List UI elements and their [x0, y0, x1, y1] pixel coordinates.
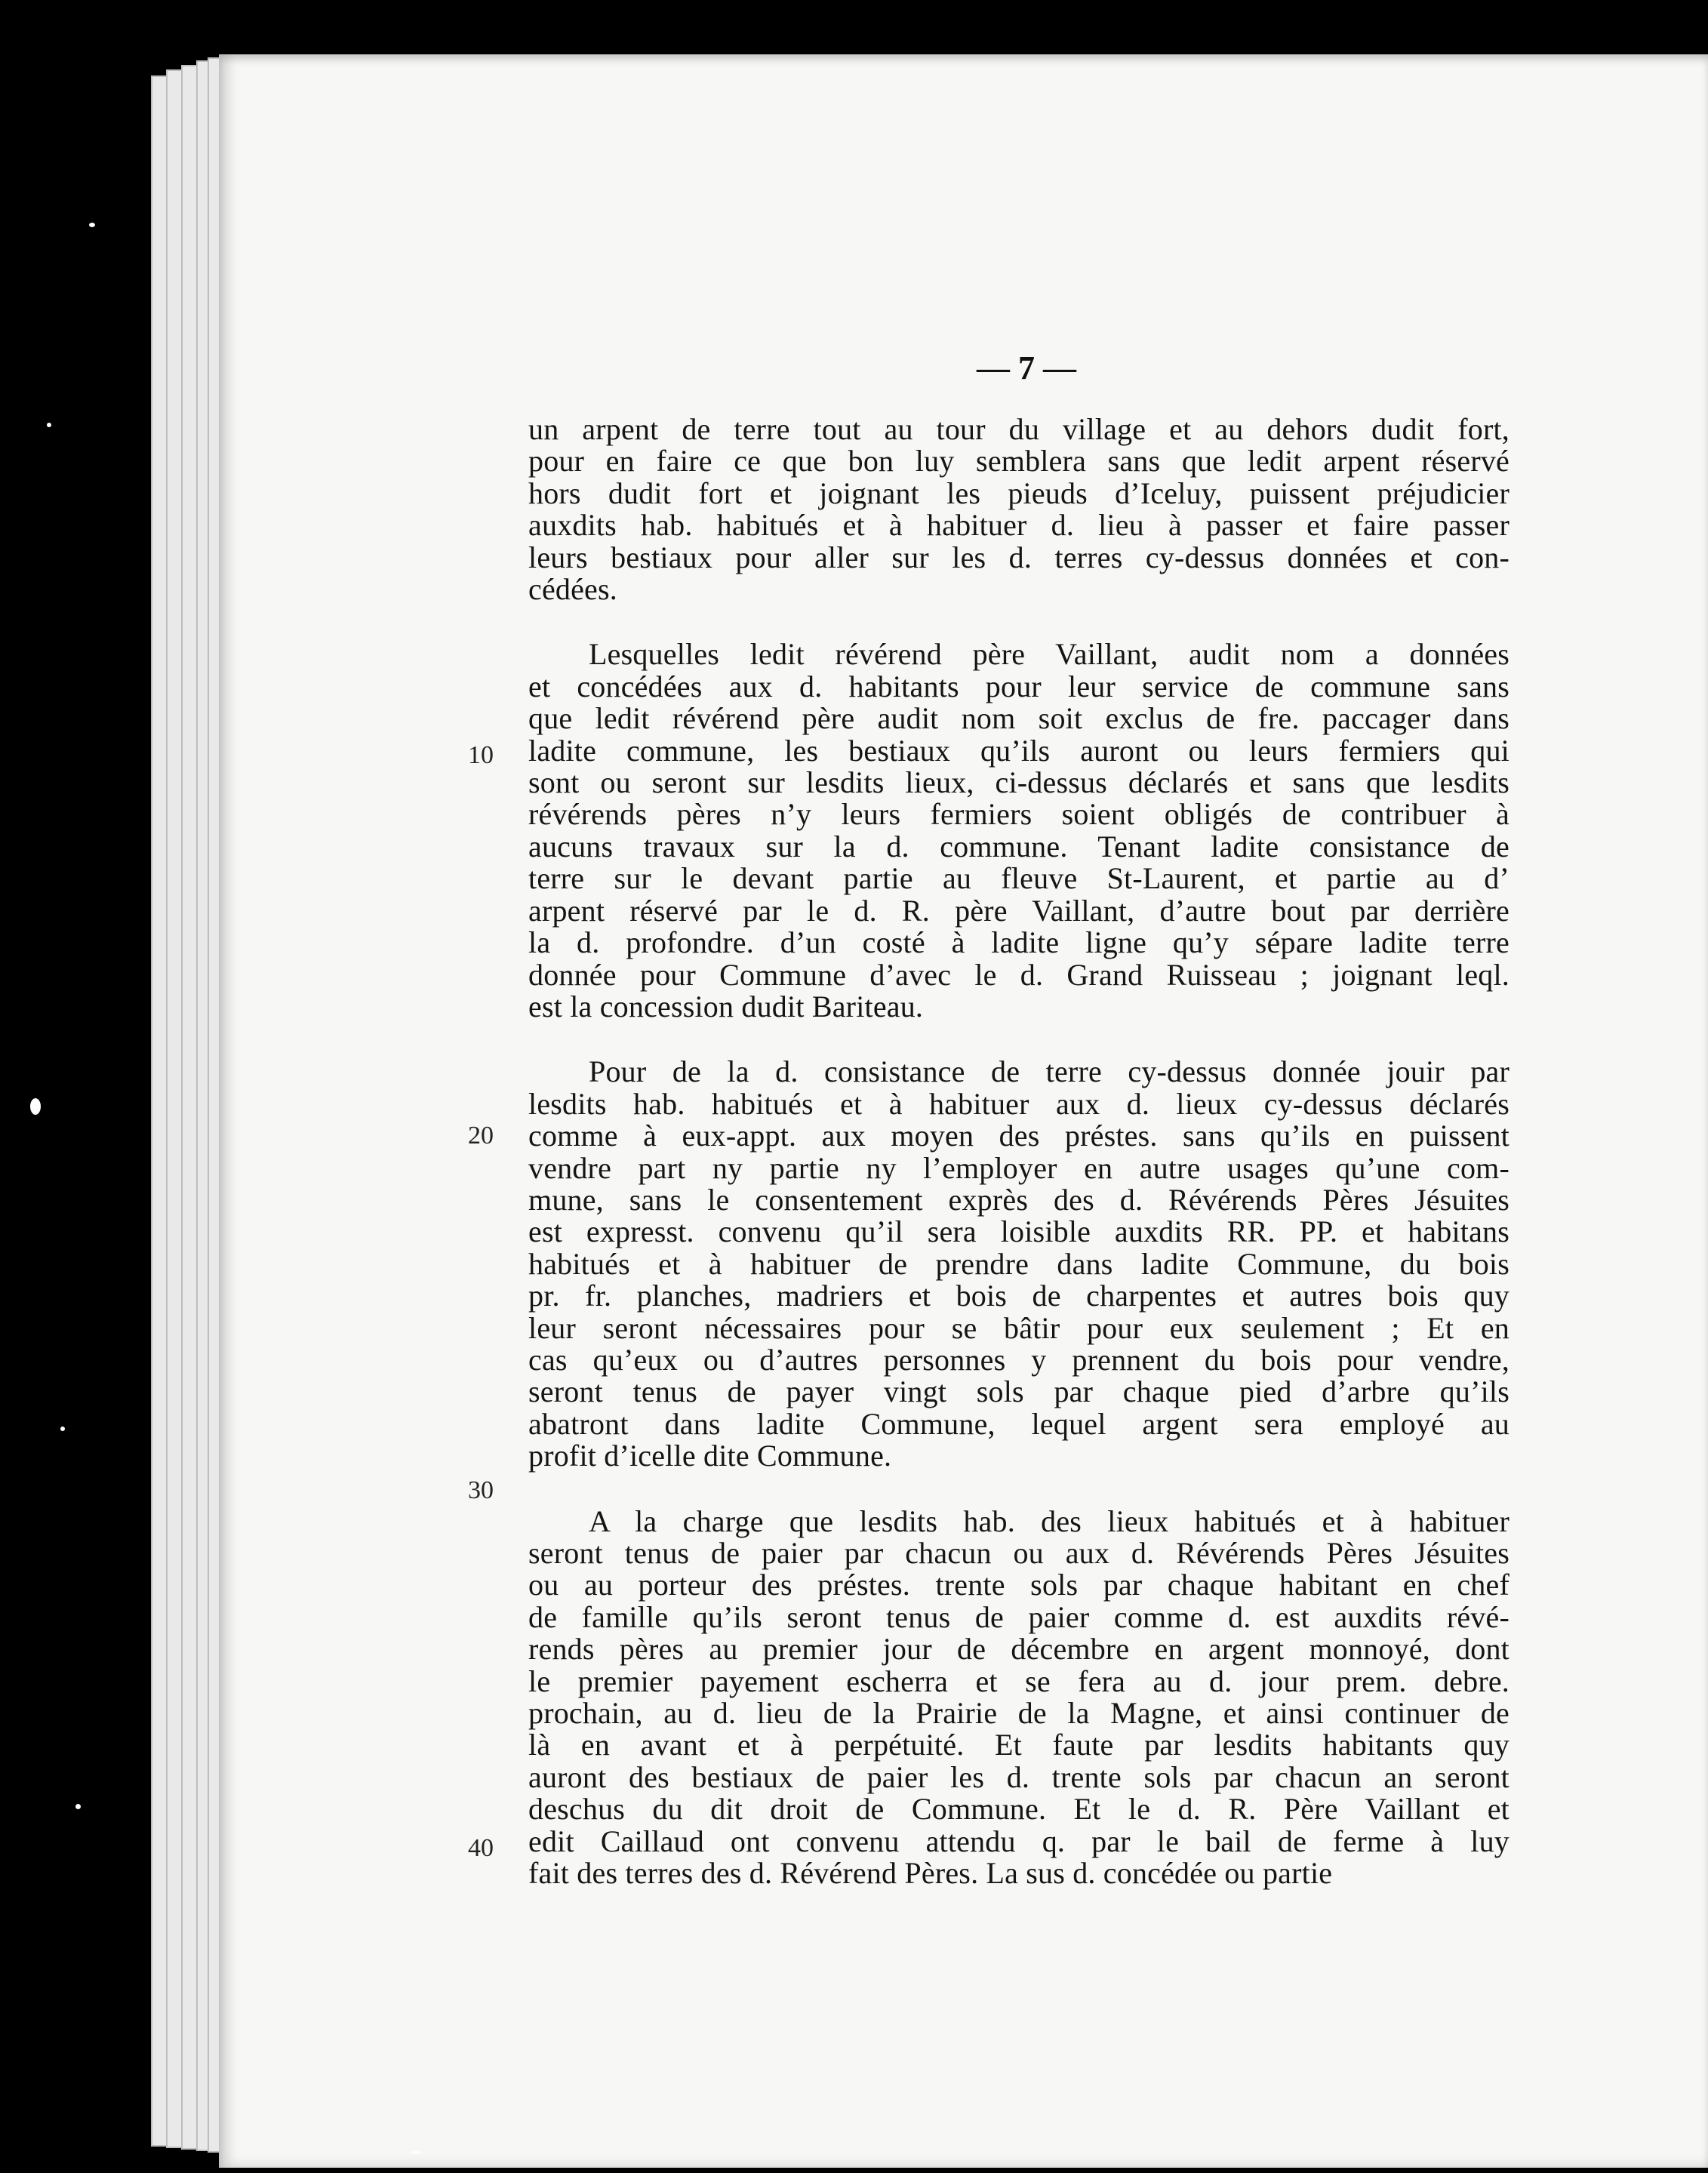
text-line: abatront dans ladite Commune, lequel argent sera employé au — [528, 1406, 1510, 1441]
scan-speck — [30, 1098, 41, 1115]
scan-speck — [75, 1804, 81, 1809]
text-line: Pour de la d. consistance de terre cy-dessus donnée jouir par — [589, 1054, 1510, 1089]
text-line: que ledit révérend père audit nom soit exclus de fre. paccager dans — [528, 701, 1510, 736]
text-line: Lesquelles ledit révérend père Vaillant, audit nom a données — [589, 637, 1510, 672]
text-line: un arpent de terre tout au tour du village et au dehors dudit fort, — [528, 412, 1510, 446]
text-line: A la charge que lesdits hab. des lieux habitués et à habituer — [589, 1504, 1510, 1538]
text-line: edit Caillaud ont convenu attendu q. par le bail de ferme à luy — [528, 1824, 1510, 1858]
scan-speck — [411, 2151, 420, 2154]
text-line: auront des bestiaux de paier les d. trente sols par chacun an seront — [528, 1759, 1510, 1794]
text-line: aucuns travaux sur la d. commune. Tenant ladite consistance de — [528, 829, 1510, 863]
body-text — [528, 414, 1510, 1889]
text-line: cédées. — [528, 572, 617, 607]
text-line: donnée pour Commune d’avec le d. Grand Ruisseau ; joignant leql. — [528, 957, 1510, 992]
text-line: est la concession dudit Bariteau. — [528, 989, 924, 1023]
page-number: — 7 — — [977, 349, 1076, 386]
text-line: lesdits hab. habitués et à habituer aux d. lieux cy-dessus déclarés — [528, 1086, 1510, 1121]
scan-speck — [89, 223, 95, 227]
text-line: habitués et à habituer de prendre dans ladite Commune, du bois — [528, 1246, 1510, 1281]
text-line: pr. fr. planches, madriers et bois de charpentes et autres bois quy — [528, 1279, 1510, 1313]
text-line: leurs bestiaux pour aller sur les d. terres cy-dessus données et con- — [528, 540, 1510, 574]
text-line: ou au porteur des préstes. trente sols par chaque habitant en chef — [528, 1568, 1510, 1602]
text-line: hors dudit fort et joignant les pieuds d’Iceluy, puissent préjudicier — [528, 476, 1510, 510]
text-line: pour en faire ce que bon luy semblera sans que ledit arpent réservé — [528, 444, 1510, 479]
text-line: la d. profondre. d’un costé à ladite ligne qu’y sépare ladite terre — [528, 925, 1510, 960]
scan-speck — [60, 1427, 65, 1431]
paragraph — [528, 1056, 1510, 1472]
margin-line-number: 30 — [468, 1476, 494, 1504]
margin-line-number: 10 — [468, 741, 494, 769]
margin-line-number: 40 — [468, 1834, 494, 1862]
paragraph — [528, 639, 1510, 1023]
text-line: leur seront nécessaires pour se bâtir pour eux seulement ; Et en — [528, 1310, 1510, 1345]
text-line: et concédées aux d. habitants pour leur service de commune sans — [528, 669, 1510, 703]
scan-speck — [47, 423, 51, 427]
text-line: de famille qu’ils seront tenus de paier comme d. est auxdits révé- — [528, 1599, 1510, 1634]
paragraph — [528, 1506, 1510, 1890]
paragraph — [528, 414, 1510, 605]
text-line: le premier payement escherra et se fera au d. jour prem. debre. — [528, 1664, 1510, 1698]
text-line: fait des terres des d. Révérend Pères. La sus d. concédée ou partie — [528, 1856, 1333, 1891]
text-line: profit d’icelle dite Commune. — [528, 1439, 892, 1473]
text-line: est expresst. convenu qu’il sera loisible auxdits RR. PP. et habitans — [528, 1214, 1510, 1249]
text-line: cas qu’eux ou d’autres personnes y prennent du bois pour vendre, — [528, 1342, 1510, 1377]
text-line: seront tenus de paier par chacun ou aux d. Révérends Pères Jésuites — [528, 1536, 1510, 1570]
text-line: sont ou seront sur lesdits lieux, ci-dessus déclarés et sans que lesdits — [528, 765, 1510, 800]
text-line: là en avant et à perpétuité. Et faute par lesdits habitants quy — [528, 1728, 1510, 1762]
text-line: prochain, au d. lieu de la Prairie de la Magne, et ainsi continuer de — [528, 1696, 1510, 1731]
text-line: terre sur le devant partie au fleuve St-Laurent, et partie au d’ — [528, 861, 1510, 896]
text-line: révérends pères n’y leurs fermiers soient obligés de contribuer à — [528, 797, 1510, 832]
text-line: seront tenus de payer vingt sols par chaque pied d’arbre qu’ils — [528, 1374, 1510, 1409]
text-line: deschus du dit droit de Commune. Et le d. R. Père Vaillant et — [528, 1792, 1510, 1827]
text-line: vendre part ny partie ny l’employer en autre usages qu’une com- — [528, 1150, 1510, 1185]
text-line: ladite commune, les bestiaux qu’ils auront ou leurs fermiers qui — [528, 733, 1510, 768]
text-line: mune, sans le consentement exprès des d. Révérends Pères Jésuites — [528, 1182, 1510, 1217]
text-line: rends pères au premier jour de décembre en argent monnoyé, dont — [528, 1632, 1510, 1667]
margin-line-number: 20 — [468, 1122, 494, 1150]
text-line: arpent réservé par le d. R. père Vaillant, d’autre bout par derrière — [528, 893, 1510, 928]
text-line: auxdits hab. habitués et à habituer d. lieu à passer et faire passer — [528, 508, 1510, 543]
text-line: comme à eux-appt. aux moyen des préstes. sans qu’ils en puissent — [528, 1119, 1510, 1153]
